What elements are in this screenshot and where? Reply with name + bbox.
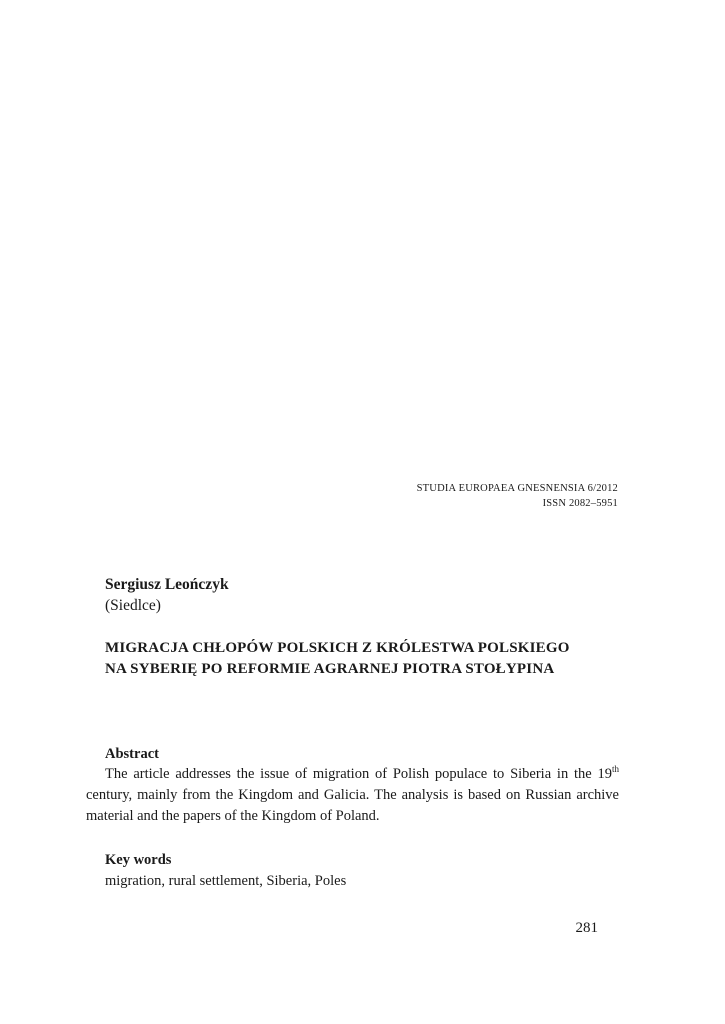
article-title <box>105 638 645 680</box>
abstract-body <box>86 764 619 827</box>
article-title-line-1: MIGRACJA CHŁOPÓW POLSKICH Z KRÓLESTWA POLSKIEGO <box>105 640 570 656</box>
author-name: Sergiusz Leończyk <box>105 576 229 593</box>
abstract-text-part-2: century, mainly from the Kingdom and Galicia. The analysis is based on Russian archive material and the papers of the Kingdom of Poland. <box>86 787 619 824</box>
page-number: 281 <box>575 920 598 936</box>
abstract-superscript: th <box>611 764 619 775</box>
journal-header <box>417 481 618 511</box>
abstract-text-part-1: The article addresses the issue of migration of Polish populace to Siberia in the 19 <box>105 766 612 782</box>
keywords-list: migration, rural settlement, Siberia, Poles <box>105 873 347 889</box>
article-title-line-2: NA SYBERIĘ PO REFORMIE AGRARNEJ PIOTRA STOŁYPINA <box>105 661 555 677</box>
keywords-heading: Key words <box>105 852 172 868</box>
journal-name: STUDIA EUROPAEA GNESNENSIA 6/2012 <box>416 483 618 494</box>
abstract-heading: Abstract <box>105 746 159 762</box>
journal-issn: ISSN 2082–5951 <box>542 498 618 509</box>
author-affiliation: (Siedlce) <box>105 597 161 614</box>
